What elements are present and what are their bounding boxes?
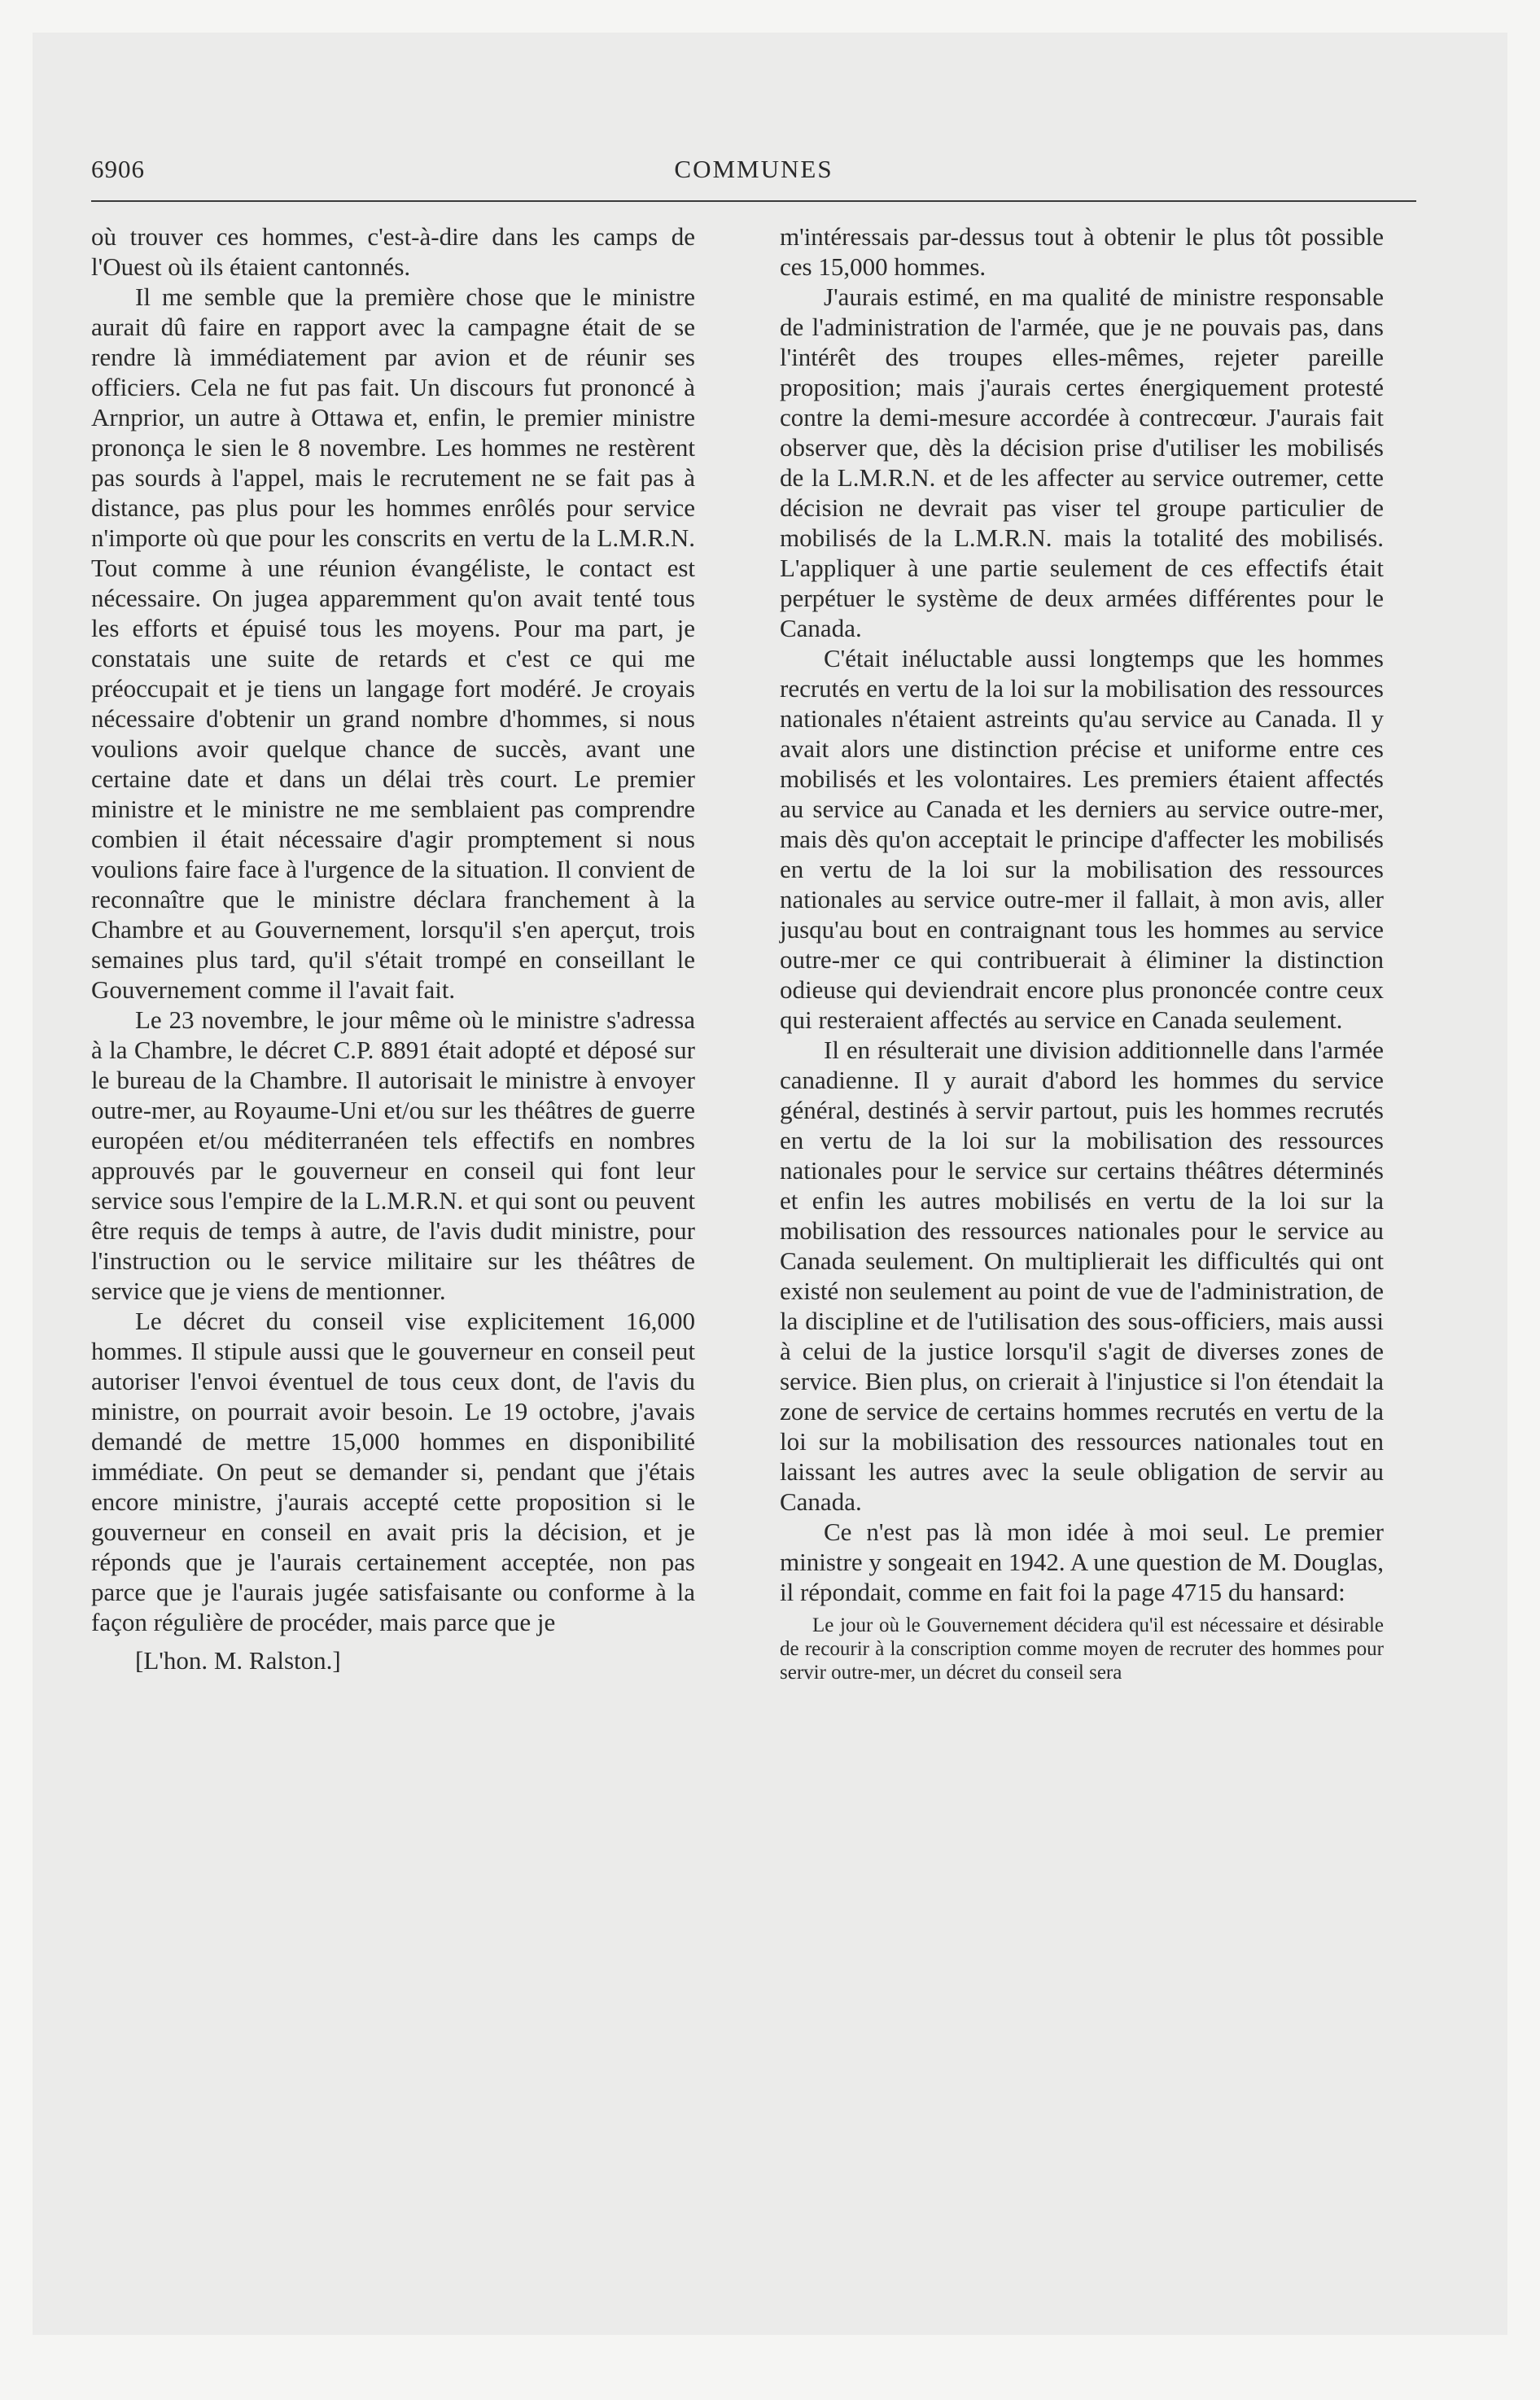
speaker-signature: [L'hon. M. Ralston.] bbox=[135, 1646, 341, 1675]
paragraph: Ce n'est pas là mon idée à moi seul. Le premier ministre y songeait en 1942. A une question de M. Douglas, il répondait, comme en fait foi la page 4715 du hansard: bbox=[780, 1518, 1384, 1606]
page-header bbox=[91, 155, 1416, 202]
paragraph: J'aurais estimé, en ma qualité de ministre responsable de l'administration de l'armée, que je ne pouvais pas, dans l'intérêt des troupes elles-mêmes, rejeter pareille proposition; mais j'aurais certes énergiquement protesté contre la demi-mesure accordée à contrecœur. J'aurais fait observer que, dès la décision prise d'utiliser les mobilisés de la L.M.R.N. et de les affecter au service outremer, cette décision ne devrait pas viser tel groupe particulier de mobilisés de la L.M.R.N. mais la totalité des mobilisés. L'appliquer à une partie seulement de ces effectifs était perpétuer le système de deux armées différentes pour le Canada. bbox=[780, 282, 1384, 642]
right-column bbox=[780, 221, 1384, 1684]
paragraph: Il me semble que la première chose que le ministre aurait dû faire en rapport avec la campagne était de se rendre là immédiatement par avion et de réunir ses officiers. Cela ne fut pas fait. Un discours fut prononcé à Arnprior, un autre à Ottawa et, enfin, le premier ministre prononça le sien le 8 novembre. Les hommes ne restèrent pas sourds à l'appel, mais le recrutement ne se fait pas à distance, pas plus pour les hommes enrôlés pour service n'importe où que pour les conscrits en vertu de la L.M.R.N. Tout comme à une réunion évangéliste, le contact est nécessaire. On jugea apparemment qu'on avait tenté tous les efforts et épuisé tous les moyens. Pour ma part, je constatais une suite de retards et c'est ce qui me préoccupait et je tiens un langage fort modéré. Je croyais nécessaire d'obtenir un grand nombre d'hommes, si nous voulions avoir quelque chance de succès, avant une certaine date et dans un délai très court. Le premier ministre et le ministre ne me semblaient pas comprendre combien il était nécessaire d'agir promptement si nous voulions faire face à l'urgence de la situation. Il convient de reconnaître que le ministre déclara franchement à la Chambre et au Gouvernement, lorsqu'il s'en aperçut, trois semaines plus tard, qu'il s'était trompé en conseillant le Gouvernement comme il l'avait fait. bbox=[91, 282, 695, 1004]
page-title: COMMUNES bbox=[674, 155, 833, 183]
page-number: 6906 bbox=[91, 155, 145, 183]
hansard-quote: Le jour où le Gouvernement décidera qu'il est nécessaire et désirable de recourir à la conscription comme moyen de recruter des hommes pour servir outre-mer, un décret du conseil sera bbox=[780, 1614, 1384, 1684]
paragraph: où trouver ces hommes, c'est-à-dire dans les camps de l'Ouest où ils étaient cantonnés. bbox=[91, 222, 695, 281]
document-page bbox=[33, 33, 1507, 2335]
left-column bbox=[91, 221, 695, 1675]
paragraph: Le 23 novembre, le jour même où le ministre s'adressa à la Chambre, le décret C.P. 8891 était adopté et déposé sur le bureau de la Chambre. Il autorisait le ministre à envoyer outre-mer, au Royaume-Uni et/ou sur les théâtres de guerre européen et/ou méditerranéen tels effectifs en nombres approuvés par le gouverneur en conseil qui font leur service sous l'empire de la L.M.R.N. et qui sont ou peuvent être requis de temps à autre, de l'avis dudit ministre, pour l'instruction ou le service militaire sur les théâtres de service que je viens de mentionner. bbox=[91, 1005, 695, 1305]
paragraph: m'intéressais par-dessus tout à obtenir le plus tôt possible ces 15,000 hommes. bbox=[780, 222, 1384, 281]
paragraph: Le décret du conseil vise explicitement 16,000 hommes. Il stipule aussi que le gouverneur en conseil peut autoriser l'envoi éventuel de tous ceux dont, de l'avis du ministre, on pourrait avoir besoin. Le 19 octobre, j'avais demandé de mettre 15,000 hommes en disponibilité immédiate. On peut se demander si, pendant que j'étais encore ministre, j'aurais accepté cette proposition si le gouverneur en conseil en avait pris la décision, et je réponds que je l'aurais certainement acceptée, non pas parce que je l'aurais jugée satisfaisante ou conforme à la façon régulière de procéder, mais parce que je bbox=[91, 1307, 695, 1636]
paragraph: Il en résulterait une division additionnelle dans l'armée canadienne. Il y aurait d'abord les hommes du service général, destinés à servir partout, puis les hommes recrutés en vertu de la loi sur la mobilisation des ressources nationales pour le service sur certains théâtres déterminés et enfin les autres mobilisés en vertu de la loi sur la mobilisation des ressources nationales pour le service au Canada seulement. On multiplierait les difficultés qui ont existé non seulement au point de vue de l'administration, de la discipline et de l'utilisation des sous-officiers, mais aussi à celui de la justice lorsqu'il s'agit de diverses zones de service. Bien plus, on crierait à l'injustice si l'on étendait la zone de service de certains hommes recrutés en vertu de la loi sur la mobilisation des ressources nationales tout en laissant les autres avec la seule obligation de servir au Canada. bbox=[780, 1036, 1384, 1516]
paragraph: C'était inéluctable aussi longtemps que les hommes recrutés en vertu de la loi sur la mobilisation des ressources nationales n'étaient astreints qu'au service au Canada. Il y avait alors une distinction précise et uniforme entre ces mobilisés et les volontaires. Les premiers étaient affectés au service au Canada et les derniers au service outre-mer, mais dès qu'on acceptait le principe d'affecter les mobilisés en vertu de la loi sur la mobilisation des ressources nationales au service outre-mer il fallait, à mon avis, aller jusqu'au bout en contraignant tous les hommes au service outre-mer ce qui contribuerait à éliminer la distinction odieuse qui deviendrait encore plus prononcée contre ceux qui resteraient affectés au service en Canada seulement. bbox=[780, 644, 1384, 1034]
